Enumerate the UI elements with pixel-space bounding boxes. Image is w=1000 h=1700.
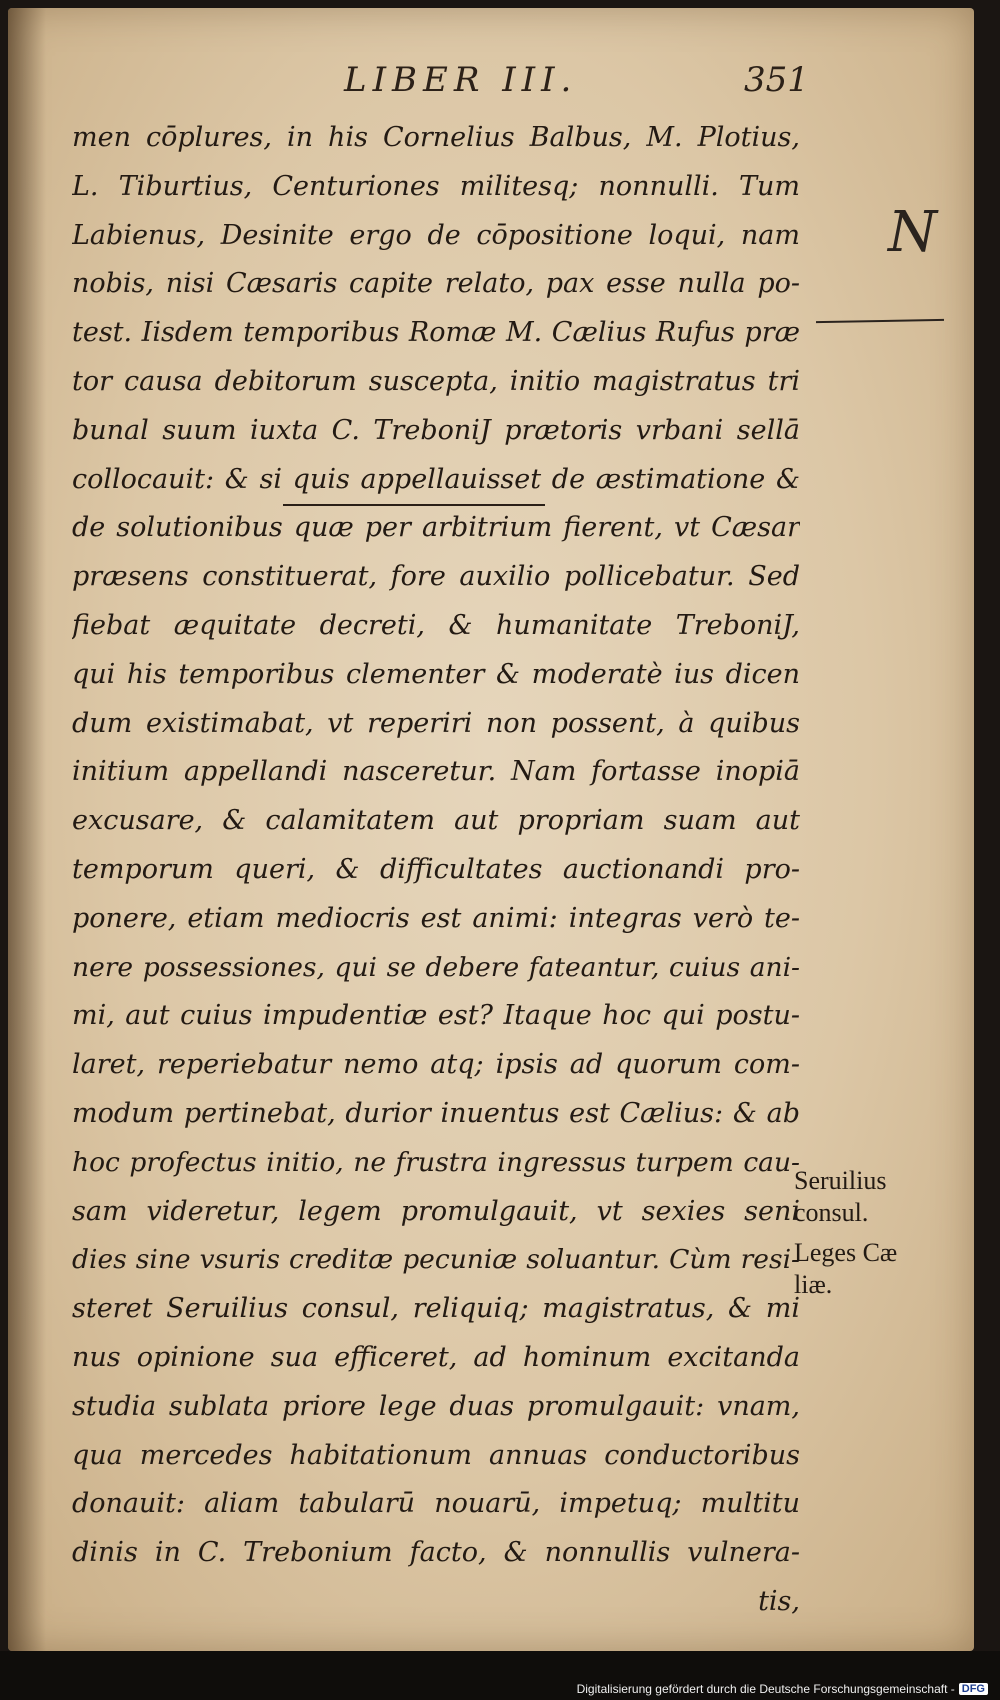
digitization-credit [577, 1682, 988, 1696]
text-line: test. Iisdem temporibus Romæ M. Cælius Rufus præ [72, 317, 800, 349]
text-line: tis, [758, 1585, 800, 1617]
handwritten-margin-mark: N [888, 200, 937, 265]
text-line: dinis in C. Trebonium facto, & nonnullis vulnera- [72, 1537, 800, 1569]
text-line: temporum queri, & difficultates auctionandi pro- [72, 853, 800, 885]
text-line: collocauit: & si quis appellauisset de æstimatione & [72, 463, 800, 495]
side-note-line: Seruilius [794, 1166, 887, 1195]
text-line: de solutionibus quæ per arbitrium fierent, vt Cæsar [72, 512, 800, 544]
text-line: modum pertinebat, durior inuentus est Cælius: & ab [72, 1097, 800, 1129]
text-line: qua mercedes habitationum annuas conductoribus [72, 1439, 800, 1471]
text-line: studia sublata priore lege duas promulgauit: vnam, [72, 1390, 800, 1422]
page-number: 351 [744, 60, 809, 100]
text-line: excusare, & calamitatem aut propriam suam aut [72, 805, 800, 837]
text-line: fiebat æquitate decreti, & humanitate TreboniJ, [72, 609, 800, 641]
text-line: mi, aut cuius impudentiæ est? Itaque hoc qui postu- [72, 1000, 800, 1032]
text-line: nere possessiones, qui se debere fateantur, cuius ani- [72, 951, 800, 983]
text-line: donauit: aliam tabularū nouarū, impetuq; multitu [72, 1488, 800, 1520]
text-line: initium appellandi nasceretur. Nam fortasse inopiā [72, 756, 800, 788]
side-note-line: consul. [794, 1198, 869, 1227]
text-line: hoc profectus initio, ne frustra ingressus turpem cau- [72, 1146, 800, 1178]
handwritten-underline [283, 504, 545, 506]
running-head: LIBER III. [344, 60, 578, 100]
text-line: steret Seruilius consul, reliquiq; magistratus, & mi [72, 1293, 800, 1325]
handwritten-margin-line [816, 319, 944, 323]
text-line: qui his temporibus clementer & moderatè ius dicen [72, 658, 800, 690]
text-line: laret, reperiebatur nemo atq; ipsis ad quorum com- [72, 1049, 800, 1081]
page-header [8, 60, 974, 110]
text-line: Labienus, Desinite ergo de cōpositione loqui, nam [72, 219, 800, 251]
text-line: ponere, etiam mediocris est animi: integras verò te- [72, 902, 800, 934]
dfg-logo: DFG [959, 1683, 988, 1695]
side-note-line: liæ. [794, 1270, 833, 1299]
book-page [8, 8, 974, 1651]
text-line: dum existimabat, vt reperiri non possent, à quibus [72, 707, 800, 739]
text-line: men cōplures, in his Cornelius Balbus, M. Plotius, [72, 122, 800, 153]
text-line: tor causa debitorum suscepta, initio magistratus tri [72, 365, 800, 397]
text-line: nobis, nisi Cæsaris capite relato, pax esse nulla po- [72, 268, 800, 300]
text-line: præsens constituerat, fore auxilio pollicebatur. Sed [72, 561, 800, 593]
body-text [72, 114, 800, 1627]
text-line: dies sine vsuris creditæ pecuniæ soluantur. Cùm resi- [72, 1244, 800, 1276]
text-line: L. Tiburtius, Centuriones militesq; nonnulli. Tum [72, 170, 800, 202]
text-line: bunal suum iuxta C. TreboniJ prætoris vrbani sellā [72, 414, 800, 446]
credit-text: Digitalisierung gefördert durch die Deutsche Forschungsgemeinschaft - [576, 1682, 955, 1696]
text-line: sam videretur, legem promulgauit, vt sexies seni [72, 1195, 800, 1227]
text-line: nus opinione sua efficeret, ad hominum excitanda [72, 1341, 800, 1373]
side-note-line: Leges Cæ [794, 1238, 898, 1267]
